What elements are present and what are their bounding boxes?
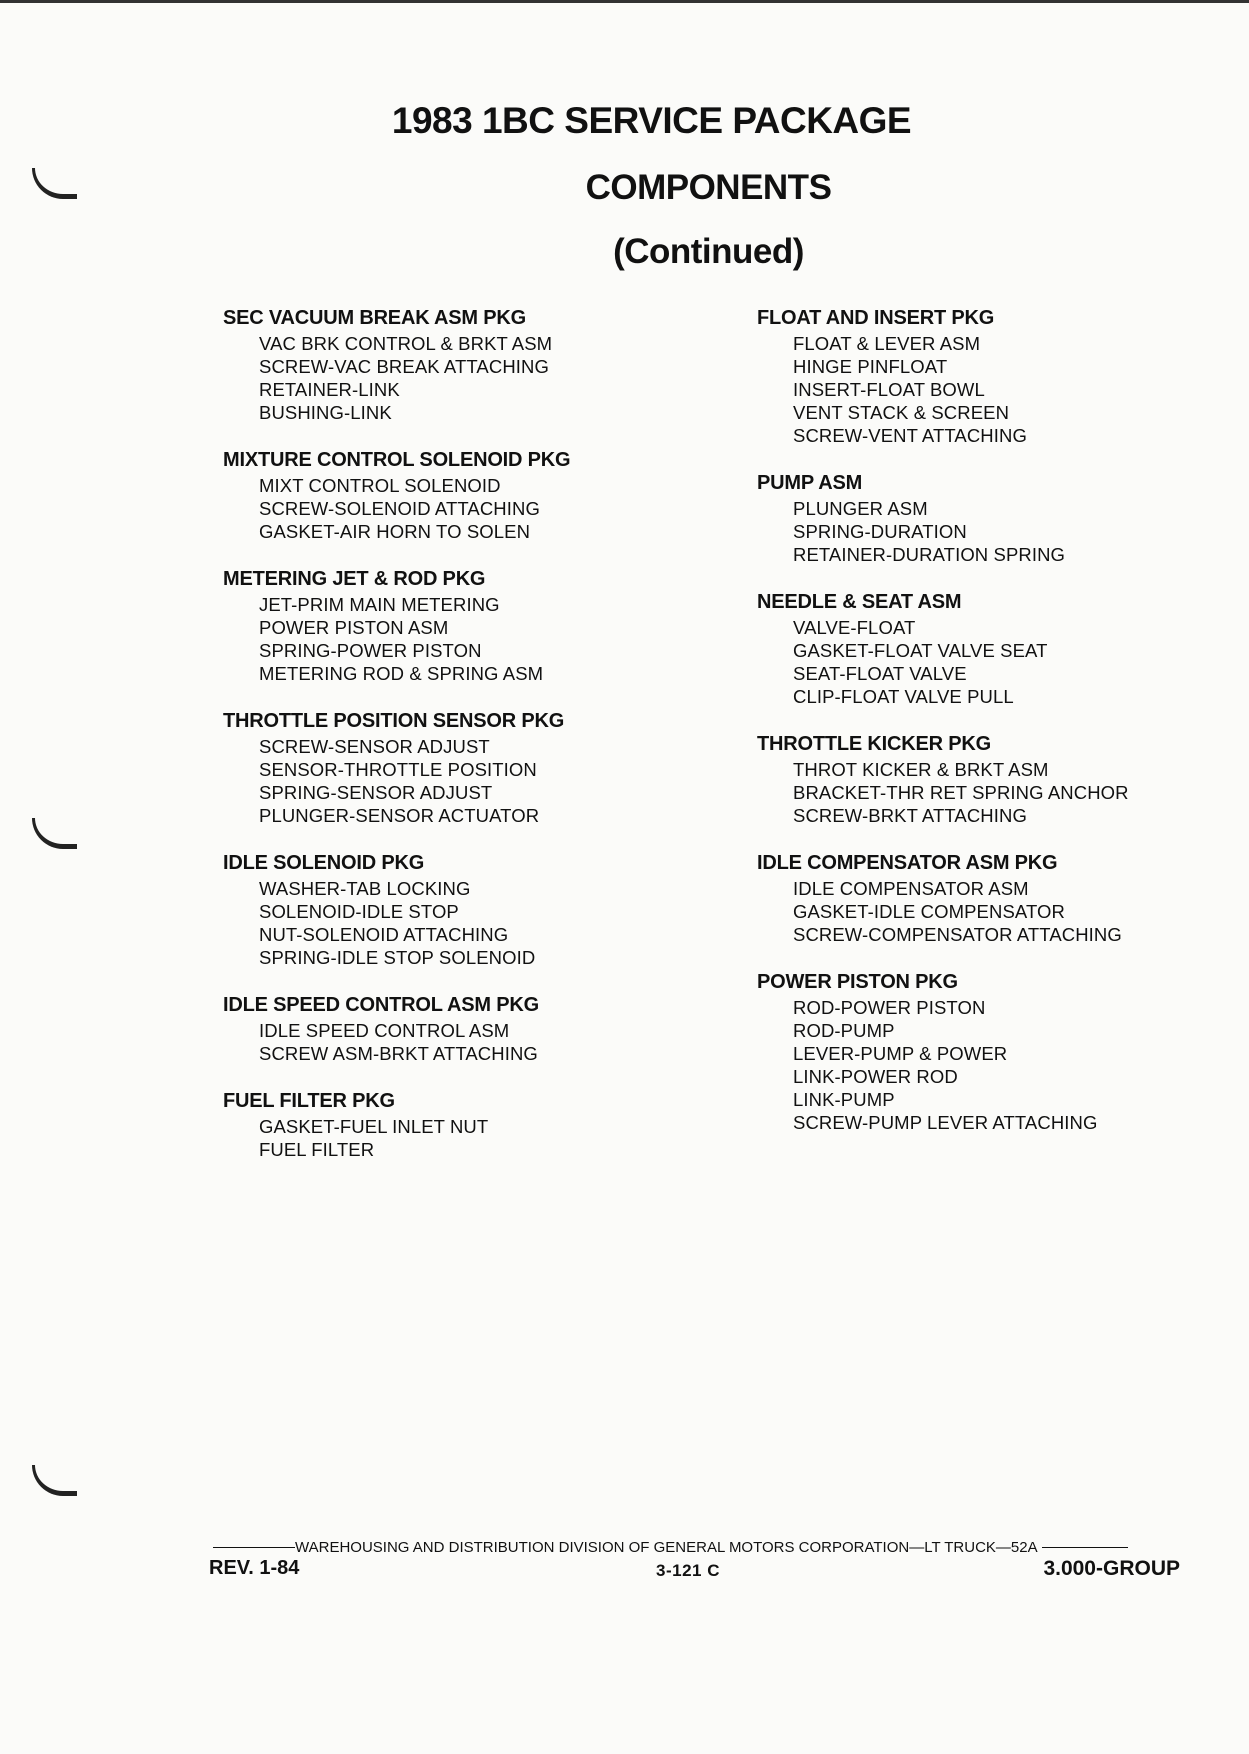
component-item: SOLENOID-IDLE STOP [259, 901, 459, 922]
package-section [757, 589, 1237, 708]
component-item: CLIP-FLOAT VALVE PULL [793, 686, 1014, 707]
component-list [757, 332, 1237, 447]
component-item: SCREW-SOLENOID ATTACHING [259, 498, 540, 519]
component-item: MIXT CONTROL SOLENOID [259, 475, 501, 496]
component-list [757, 758, 1237, 827]
package-heading: IDLE SPEED CONTROL ASM PKG [223, 994, 539, 1016]
package-section [223, 708, 703, 827]
component-item: BRACKET-THR RET SPRING ANCHOR [793, 782, 1129, 803]
component-item: SCREW-SENSOR ADJUST [259, 736, 490, 757]
component-item: SPRING-IDLE STOP SOLENOID [259, 947, 536, 968]
package-heading: SEC VACUUM BREAK ASM PKG [223, 307, 526, 329]
component-list [223, 593, 703, 685]
component-item: ROD-POWER PISTON [793, 997, 986, 1018]
component-item: GASKET-FUEL INLET NUT [259, 1116, 489, 1137]
top-edge-rule [0, 0, 1249, 3]
component-item: POWER PISTON ASM [259, 617, 449, 638]
component-list [757, 996, 1237, 1134]
component-list [223, 474, 703, 543]
package-section [223, 992, 703, 1065]
package-section [223, 447, 703, 543]
package-heading: THROTTLE POSITION SENSOR PKG [223, 710, 565, 732]
right-column [757, 305, 1237, 1157]
component-item: LINK-PUMP [793, 1089, 895, 1110]
page-title: 1983 1BC SERVICE PACKAGE [391, 100, 912, 141]
binder-hole-mark [32, 818, 77, 849]
page-number: 3-121 C [656, 1561, 720, 1580]
component-item: THROT KICKER & BRKT ASM [793, 759, 1049, 780]
component-item: SCREW-VAC BREAK ATTACHING [259, 356, 549, 377]
page-subtitle: COMPONENTS [585, 168, 832, 207]
footer-division-line [213, 1539, 1179, 1556]
component-item: LINK-POWER ROD [793, 1066, 958, 1087]
component-item: VAC BRK CONTROL & BRKT ASM [259, 333, 553, 354]
component-item: FUEL FILTER [259, 1139, 375, 1160]
revision-label: REV. 1-84 [209, 1557, 300, 1579]
package-section [757, 731, 1237, 827]
component-item: SCREW-COMPENSATOR ATTACHING [793, 924, 1122, 945]
component-item: SCREW ASM-BRKT ATTACHING [259, 1043, 538, 1064]
package-heading: PUMP ASM [757, 472, 863, 494]
component-item: SPRING-DURATION [793, 521, 967, 542]
package-section [757, 850, 1237, 946]
group-label: 3.000-GROUP [1043, 1557, 1180, 1580]
component-list [223, 332, 703, 424]
binder-hole-mark [32, 1465, 77, 1496]
component-item: IDLE COMPENSATOR ASM [793, 878, 1029, 899]
component-item: GASKET-IDLE COMPENSATOR [793, 901, 1065, 922]
component-item: SCREW-PUMP LEVER ATTACHING [793, 1112, 1098, 1133]
component-list [757, 616, 1237, 708]
package-section [223, 566, 703, 685]
component-item: SPRING-SENSOR ADJUST [259, 782, 493, 803]
package-section [757, 305, 1237, 447]
component-item: JET-PRIM MAIN METERING [259, 594, 500, 615]
component-item: LEVER-PUMP & POWER [793, 1043, 1008, 1064]
component-item: VENT STACK & SCREEN [793, 402, 1010, 423]
component-item: GASKET-FLOAT VALVE SEAT [793, 640, 1048, 661]
component-item: BUSHING-LINK [259, 402, 392, 423]
component-list [223, 1115, 703, 1161]
component-list [223, 735, 703, 827]
left-column [223, 305, 703, 1184]
component-item: PLUNGER-SENSOR ACTUATOR [259, 805, 540, 826]
component-item: ROD-PUMP [793, 1020, 895, 1041]
package-heading: IDLE SOLENOID PKG [223, 852, 425, 874]
component-list [223, 877, 703, 969]
component-item: NUT-SOLENOID ATTACHING [259, 924, 509, 945]
component-item: GASKET-AIR HORN TO SOLEN [259, 521, 531, 542]
component-list [223, 1019, 703, 1065]
package-section [223, 850, 703, 969]
binder-hole-mark [32, 168, 77, 199]
component-item: HINGE PINFLOAT [793, 356, 948, 377]
package-heading: IDLE COMPENSATOR ASM PKG [757, 852, 1058, 874]
package-section [223, 1088, 703, 1161]
component-item: PLUNGER ASM [793, 498, 928, 519]
component-item: IDLE SPEED CONTROL ASM [259, 1020, 510, 1041]
footer-rule-left [213, 1547, 295, 1548]
footer-rule-right [1042, 1547, 1128, 1548]
component-item: SCREW-BRKT ATTACHING [793, 805, 1027, 826]
package-section [757, 470, 1237, 566]
component-item: VALVE-FLOAT [793, 617, 916, 638]
package-heading: THROTTLE KICKER PKG [757, 733, 991, 755]
component-list [757, 497, 1237, 566]
component-item: INSERT-FLOAT BOWL [793, 379, 985, 400]
component-item: SEAT-FLOAT VALVE [793, 663, 967, 684]
package-heading: MIXTURE CONTROL SOLENOID PKG [223, 449, 571, 471]
component-item: FLOAT & LEVER ASM [793, 333, 981, 354]
component-item: RETAINER-LINK [259, 379, 400, 400]
package-heading: FLOAT AND INSERT PKG [757, 307, 995, 329]
package-section [757, 969, 1237, 1134]
footer-division-text: WAREHOUSING AND DISTRIBUTION DIVISION OF GENERAL MOTORS CORPORATION—LT TRUCK—52A [295, 1539, 1038, 1556]
component-item: SCREW-VENT ATTACHING [793, 425, 1027, 446]
package-heading: METERING JET & ROD PKG [223, 568, 486, 590]
component-item: SPRING-POWER PISTON [259, 640, 482, 661]
package-section [223, 305, 703, 424]
component-item: WASHER-TAB LOCKING [259, 878, 471, 899]
component-item: SENSOR-THROTTLE POSITION [259, 759, 537, 780]
component-item: METERING ROD & SPRING ASM [259, 663, 544, 684]
component-list [757, 877, 1237, 946]
page-continued-label: (Continued) [613, 232, 804, 271]
package-heading: FUEL FILTER PKG [223, 1090, 395, 1112]
package-heading: POWER PISTON PKG [757, 971, 958, 993]
package-heading: NEEDLE & SEAT ASM [757, 591, 962, 613]
component-item: RETAINER-DURATION SPRING [793, 544, 1066, 565]
